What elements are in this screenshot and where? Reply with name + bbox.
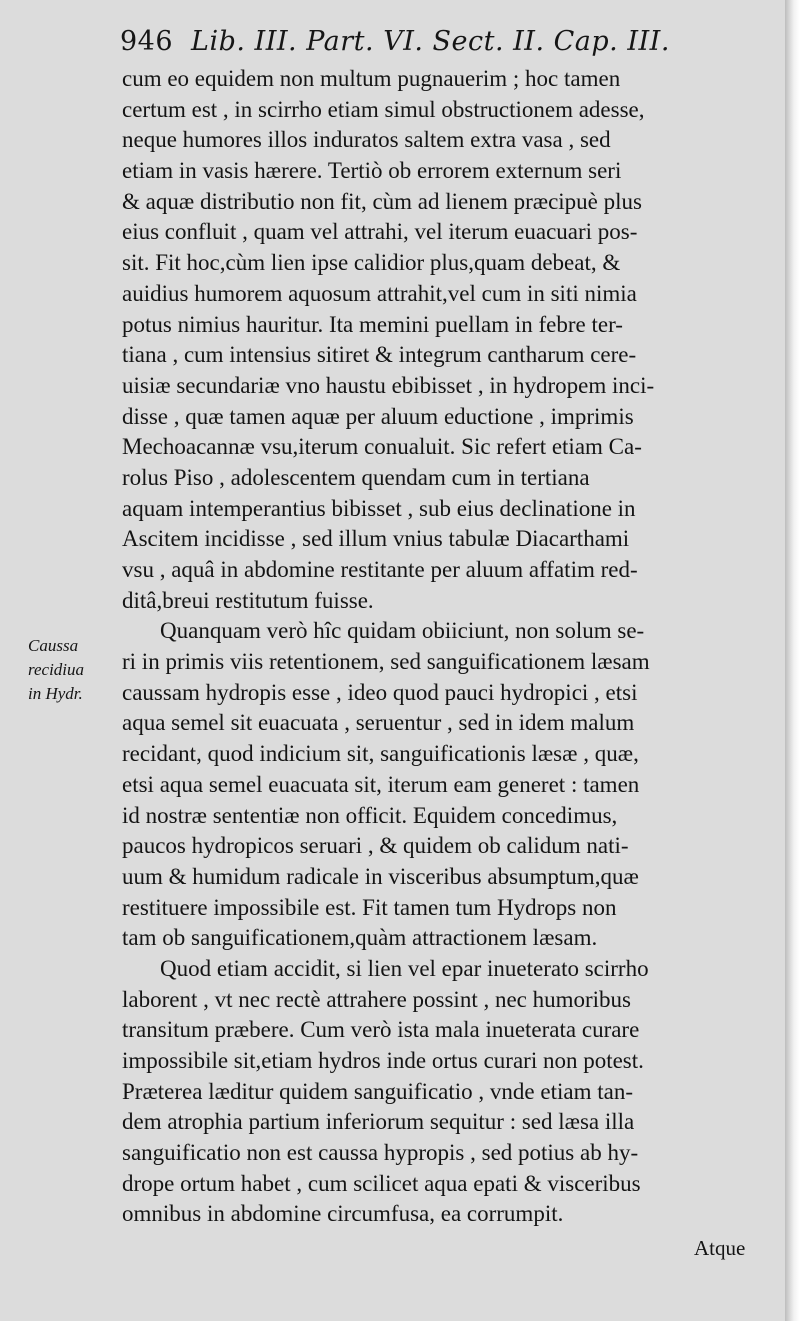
page-edge [785, 0, 800, 1321]
running-header [120, 26, 760, 57]
text-line: aquam intemperantius bibisset , sub eius declinatione in [122, 495, 636, 521]
text-line: cum eo equidem non multum pugnauerim ; hoc tamen [122, 66, 621, 91]
text-line: transitum præbere. Cum verò ista mala inueterata curare [122, 1017, 640, 1043]
paragraph [122, 954, 770, 1230]
text-line: Quod etiam accidit, si lien vel epar inueterato scirrho [160, 955, 649, 981]
text-line: caussam hydropis esse , ideo quod pauci hydropici , etsi [122, 679, 638, 705]
text-line: restituere impossibile est. Fit tamen tum Hydrops non [122, 894, 617, 920]
text-line: Mechoacannæ vsu,iterum conualuit. Sic refert etiam Ca- [122, 434, 642, 460]
text-line: impossibile sit,etiam hydros inde ortus curari non potest. [122, 1048, 644, 1073]
text-line: etiam in vasis hærere. Tertiò ob errorem externum seri [122, 158, 622, 184]
text-line: potus nimius hauritur. Ita memini puellam in febre ter- [122, 311, 623, 337]
margin-note [28, 634, 120, 706]
text-line: auidius humorem aquosum attrahit,vel cum in siti nimia [122, 280, 637, 306]
text-line: tiana , cum intensius sitiret & integrum cantharum cere- [122, 342, 637, 368]
text-line: vsu , aquâ in abdomine restitante per aluum affatim red- [122, 557, 638, 582]
text-line: etsi aqua semel euacuata sit, iterum eam generet : tamen [122, 771, 640, 797]
text-line: rolus Piso , adolescentem quendam cum in tertiana [122, 464, 590, 490]
text-line: recidant, quod indicium sit, sanguificationis læsæ , quæ, [122, 741, 639, 767]
text-line: tam ob sanguificationem,quàm attractionem læsam. [122, 925, 598, 951]
text-line: dem atrophia partium inferiorum sequitur : sed læsa illa [122, 1109, 635, 1135]
text-line: uum & humidum radicale in visceribus absumptum,quæ [122, 863, 639, 889]
paragraph [122, 64, 770, 616]
text-line: certum est , in scirrho etiam simul obstructionem adesse, [122, 96, 645, 122]
text-line: neque humores illos induratos saltem extra vasa , sed [122, 127, 611, 153]
body-text [122, 64, 770, 1230]
text-line: disse , quæ tamen aquæ per aluum eductione , imprimis [122, 403, 634, 429]
text-line: id nostræ sententiæ non officit. Equidem concedimus, [122, 802, 618, 828]
text-line: ditâ,breui restitutum fuisse. [122, 587, 374, 613]
text-line: laborent , vt nec rectè attrahere possint , nec humoribus [122, 986, 632, 1012]
text-line: ri in primis viis retentionem, sed sanguificationem læsam [122, 649, 650, 675]
text-line: sit. Fit hoc,cùm lien ipse calidior plus,quam debeat, & [122, 250, 621, 276]
text-line: Quanquam verò hîc quidam obiiciunt, non solum se- [160, 618, 645, 644]
text-line: & aquæ distributio non fit, cùm ad lienem præcipuè plus [122, 188, 642, 214]
text-line: uisiæ secundariæ vno haustu ebibisset , in hydropem inci- [122, 372, 655, 398]
text-line: eius confluit , quam vel attrahi, vel iterum euacuari pos- [122, 219, 638, 245]
text-line: omnibus in abdomine circumfusa, ea corrumpit. [122, 1201, 564, 1227]
text-line: paucos hydropicos seruari , & quidem ob calidum nati- [122, 833, 629, 859]
text-line: drope ortum habet , cum scilicet aqua epati & visceribus [122, 1170, 641, 1196]
text-line: Ascitem incidisse , sed illum vnius tabulæ Diacarthami [122, 526, 630, 552]
text-line: Præterea læditur quidem sanguificatio , vnde etiam tan- [122, 1078, 633, 1104]
text-line: sanguificatio non est caussa hypropis , sed potius ab hy- [122, 1140, 639, 1166]
text-line: aqua semel sit euacuata , seruentur , sed in idem malum [122, 710, 635, 736]
margin-note-line: recidiua [28, 660, 85, 679]
margin-note-line: in Hydr. [28, 684, 83, 703]
running-title: Lib. III. Part. VI. Sect. II. Cap. III. [191, 26, 670, 57]
paragraph [122, 616, 770, 954]
page-number: 946 [120, 26, 174, 57]
margin-note-line: Caussa [28, 636, 79, 655]
catchword: Atque [694, 1236, 746, 1260]
